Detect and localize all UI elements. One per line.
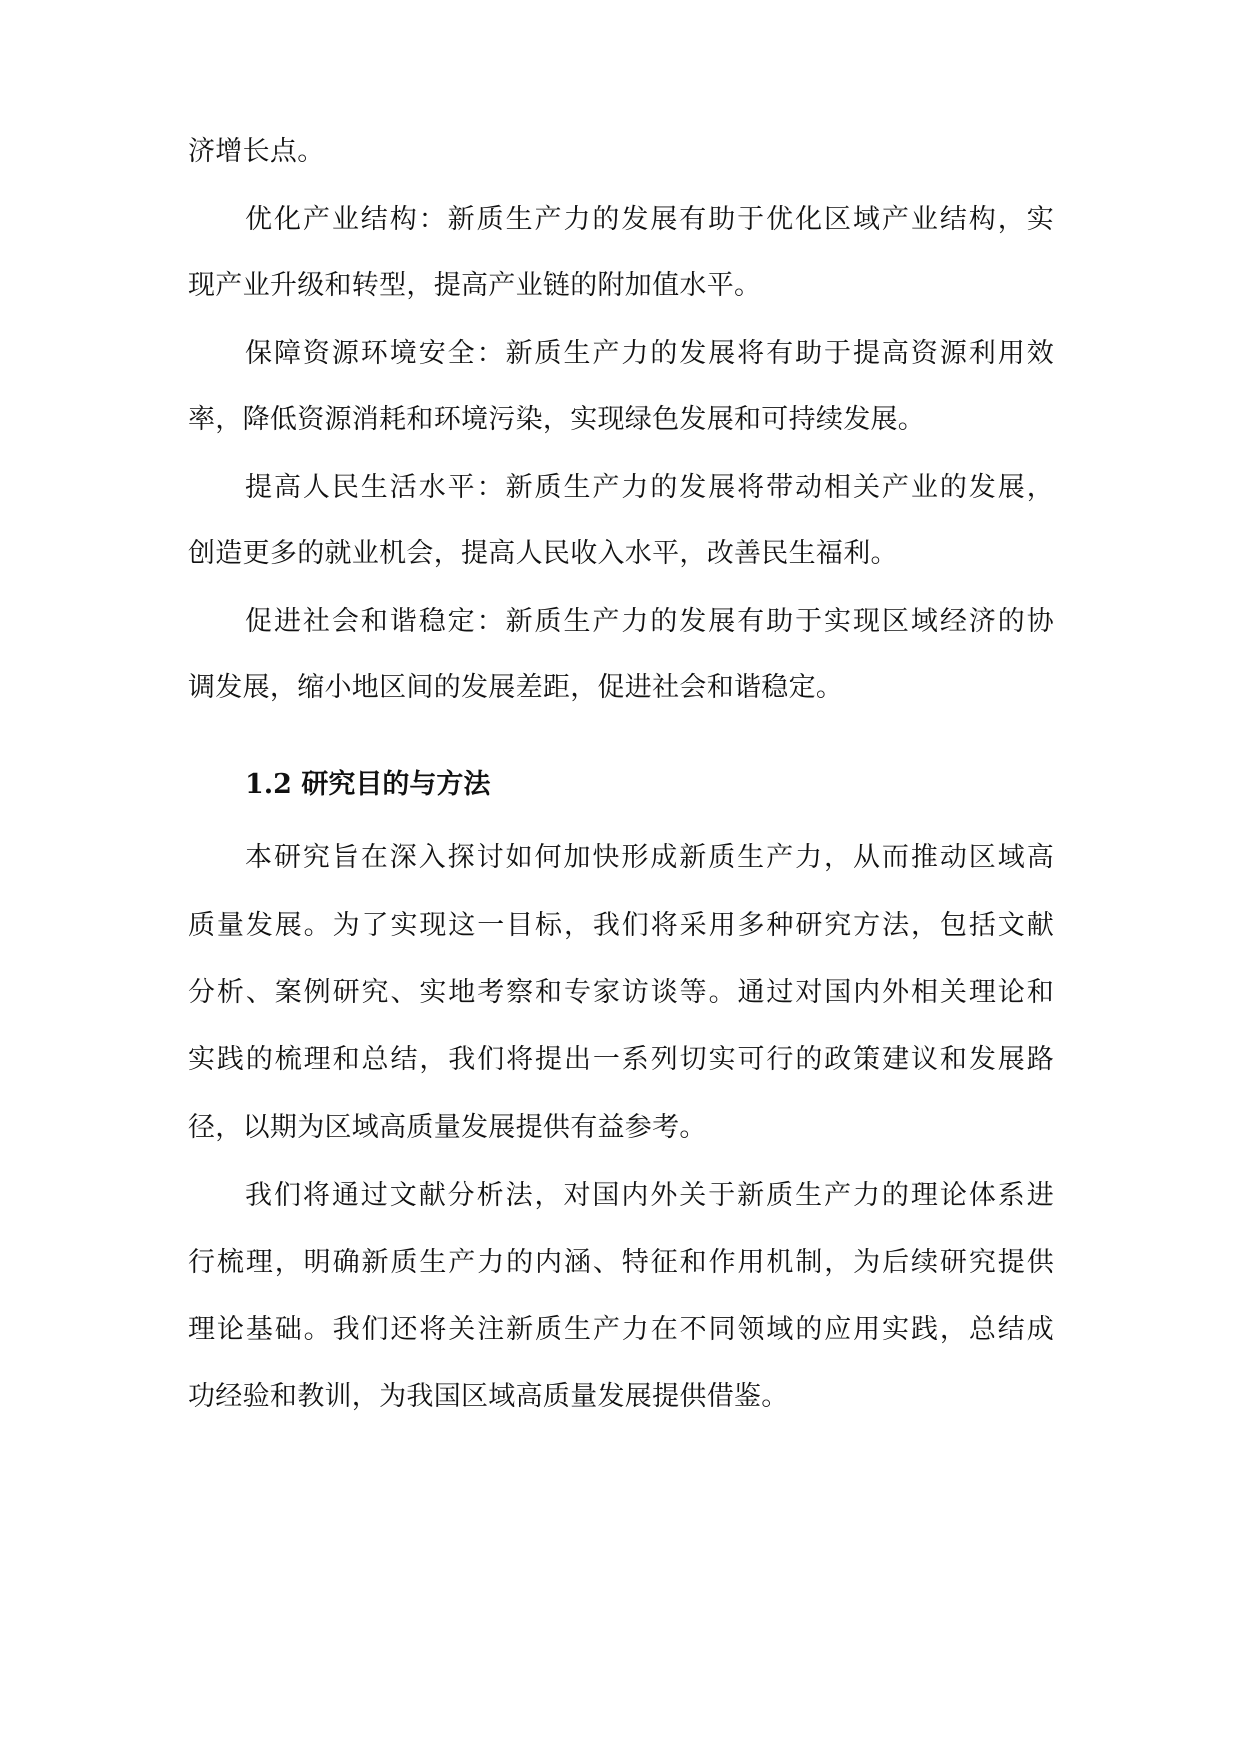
paragraph-line: 创造更多的就业机会，提高人民收入水平，改善民生福利。 (188, 538, 898, 569)
section-heading: 1.2 研究目的与方法 (245, 769, 491, 800)
paragraph-line: 济增长点。 (188, 136, 325, 167)
paragraph-line: 促进社会和谐稳定：新质生产力的发展有助于实现区域经济的协 (245, 606, 1054, 637)
paragraph-line: 优化产业结构：新质生产力的发展有助于优化区域产业结构，实 (245, 204, 1054, 235)
paragraph-line: 本研究旨在深入探讨如何加快形成新质生产力，从而推动区域高 (245, 842, 1054, 873)
paragraph-line: 行梳理，明确新质生产力的内涵、特征和作用机制，为后续研究提供 (188, 1247, 1054, 1278)
paragraph-line: 保障资源环境安全：新质生产力的发展将有助于提高资源利用效 (245, 338, 1054, 369)
paragraph-line: 分析、案例研究、实地考察和专家访谈等。通过对国内外相关理论和 (188, 977, 1054, 1008)
paragraph-line: 径，以期为区域高质量发展提供有益参考。 (188, 1112, 707, 1143)
paragraph-line: 实践的梳理和总结，我们将提出一系列切实可行的政策建议和发展路 (188, 1044, 1054, 1075)
paragraph-line: 提高人民生活水平：新质生产力的发展将带动相关产业的发展， (245, 472, 1054, 503)
paragraph-line: 调发展，缩小地区间的发展差距，促进社会和谐稳定。 (188, 672, 844, 703)
paragraph-line: 现产业升级和转型，提高产业链的附加值水平。 (188, 270, 762, 301)
paragraph-line: 理论基础。我们还将关注新质生产力在不同领域的应用实践，总结成 (188, 1314, 1054, 1345)
paragraph-line: 质量发展。为了实现这一目标，我们将采用多种研究方法，包括文献 (188, 910, 1054, 941)
paragraph-line: 我们将通过文献分析法，对国内外关于新质生产力的理论体系进 (245, 1180, 1054, 1211)
paragraph-line: 率，降低资源消耗和环境污染，实现绿色发展和可持续发展。 (188, 404, 926, 435)
paragraph-line: 功经验和教训，为我国区域高质量发展提供借鉴。 (188, 1381, 789, 1412)
